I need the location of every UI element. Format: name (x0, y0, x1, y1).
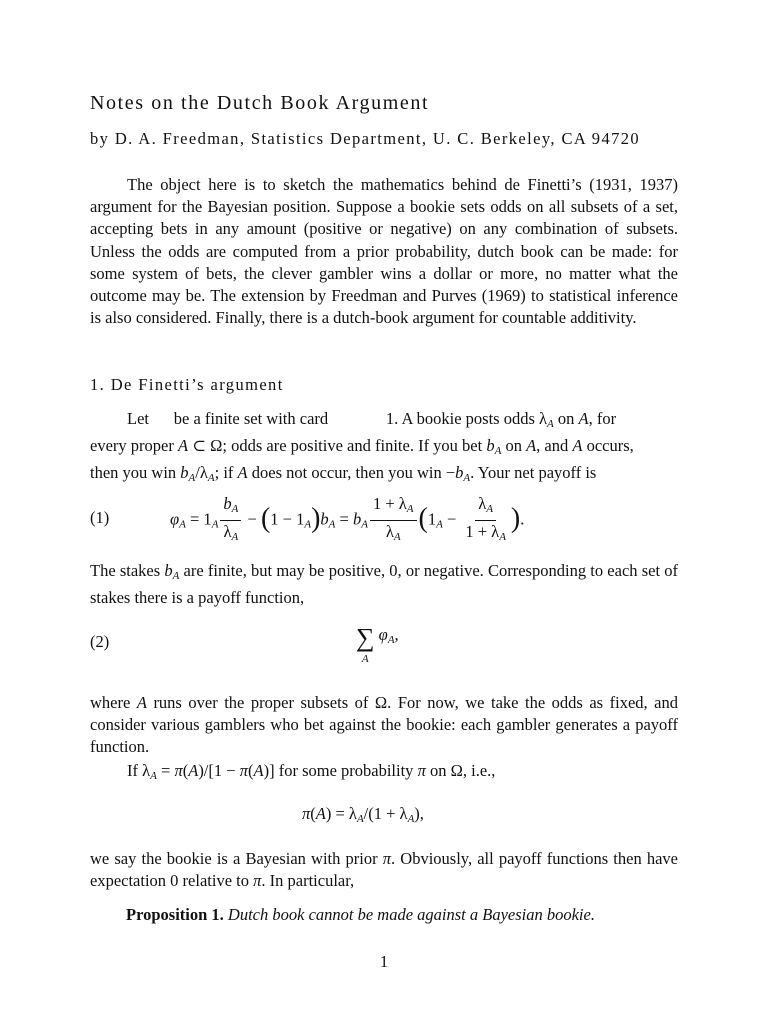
equation-number: (2) (90, 632, 110, 651)
proper-subsets-paragraph: where A runs over the proper subsets of Ω. For now, we take the odds as fixed, and consider various gamblers who bet against the bookie: each gambler generates a payoff function. (90, 693, 678, 757)
definitions-paragraph: Let be a finite set with card 1. A bookie posts odds $\lambda_A$ on A, for every proper A ⊂ Ω; odds are positive and finite. If you bet $b_A$ on A, and A occurs, then you win $b_A/\lambda_A$; if A does not occur, then you win $-b_A$. Your net payoff is (90, 409, 634, 485)
author-byline: by D. A. Freedman, Statistics Department, U. C. Berkeley, CA 94720 (90, 129, 641, 148)
paper-title: Notes on the Dutch Book Argument (90, 92, 430, 114)
proposition (126, 905, 595, 925)
bayesian-condition-line: If $\lambda_A = \pi(A)/[1 - \pi(A)]$ for some probability π on Ω, i.e., (127, 761, 496, 782)
proposition-label: Proposition 1. (126, 905, 224, 924)
intro-paragraph: The object here is to sketch the mathematics behind de Finetti’s (1931, 1937) argument for the Bayesian position. Suppose a bookie sets odds on all subsets of a set, accepting bets in any amount (positive or negative) on any combination of subsets. Unless the odds are computed from a prior probability, dutch book can be made: for some system of bets, the clever gambler wins a dollar or more, no matter what the outcome may be. The extension by Freedman and Purves (1969) to statistical inference is also considered. Finally, there is a dutch-book argument for countable additivity. (90, 175, 678, 328)
equation-prior: $\pi(A) = \lambda_A/(1 + \lambda_A)$, (302, 804, 424, 825)
bayesian-paragraph: we say the bookie is a Bayesian with prior π. Obviously, all payoff functions then have expectation 0 relative to π. In particular, (90, 849, 678, 891)
page-number: 1 (379, 952, 389, 971)
section-heading: 1. De Finetti’s argument (90, 375, 284, 394)
equation-number: (1) (90, 508, 110, 527)
stakes-paragraph: The stakes $b_A$ are finite, but may be positive, 0, or negative. Corresponding to each set of stakes there is a payoff function, (90, 561, 678, 608)
proposition-text: Dutch book cannot be made against a Bayesian bookie. (227, 905, 595, 924)
equation-sum: ∑ A $\varphi_A$, (356, 623, 399, 665)
equation-payoff: $\varphi_A = 1_A$ $\frac{b_A}{\lambda_A}$ − $(1 - 1_A)b_A = b_A$ $\frac{1 + \lambda_A}{\lambda_A}$ ($1_A$ − $\frac{\lambda_A}{1 + \lambda_A}$ ). (170, 494, 525, 543)
